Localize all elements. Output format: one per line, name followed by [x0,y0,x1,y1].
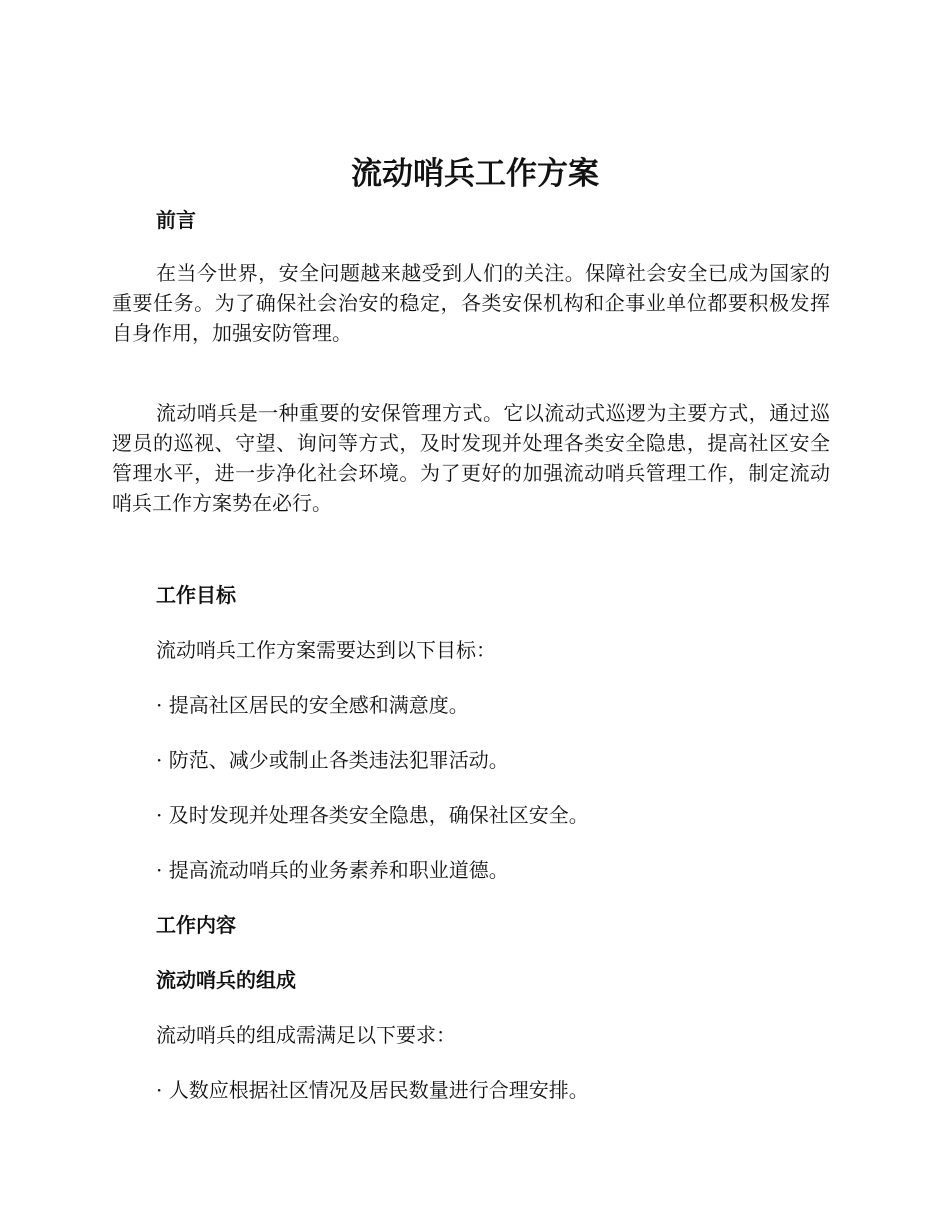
composition-item: · 人数应根据社区情况及居民数量进行合理安排。 [156,1078,589,1102]
goals-intro: 流动哨兵工作方案需要达到以下目标： [156,638,496,662]
goal-item: · 及时发现并处理各类安全隐患，确保社区安全。 [156,803,589,827]
document-title: 流动哨兵工作方案 [351,156,599,192]
heading-content: 工作内容 [156,913,236,937]
composition-intro: 流动哨兵的组成需满足以下要求： [156,1023,456,1047]
paragraph-preface-1: 在当今世界，安全问题越来越受到人们的关注。保障社会安全已成为国家的重要任务。为了确保社会治安的稳定，各类安保机构和企事业单位都要积极发挥自身作用，加强安防管理。 [112,261,830,345]
paragraph-preface-2: 流动哨兵是一种重要的安保管理方式。它以流动式巡逻为主要方式，通过巡逻员的巡视、守望、询问等方式，及时发现并处理各类安全隐患，提高社区安全管理水平，进一步净化社会环境。为了更好的加强流动哨兵管理工作，制定流动哨兵工作方案势在必行。 [112,401,830,515]
subheading-composition: 流动哨兵的组成 [156,968,296,992]
heading-preface: 前言 [156,208,196,232]
goal-item: · 提高社区居民的安全感和满意度。 [156,693,469,717]
heading-goals: 工作目标 [156,583,236,607]
goal-item: · 防范、减少或制止各类违法犯罪活动。 [156,748,509,772]
goal-item: · 提高流动哨兵的业务素养和职业道德。 [156,858,509,882]
